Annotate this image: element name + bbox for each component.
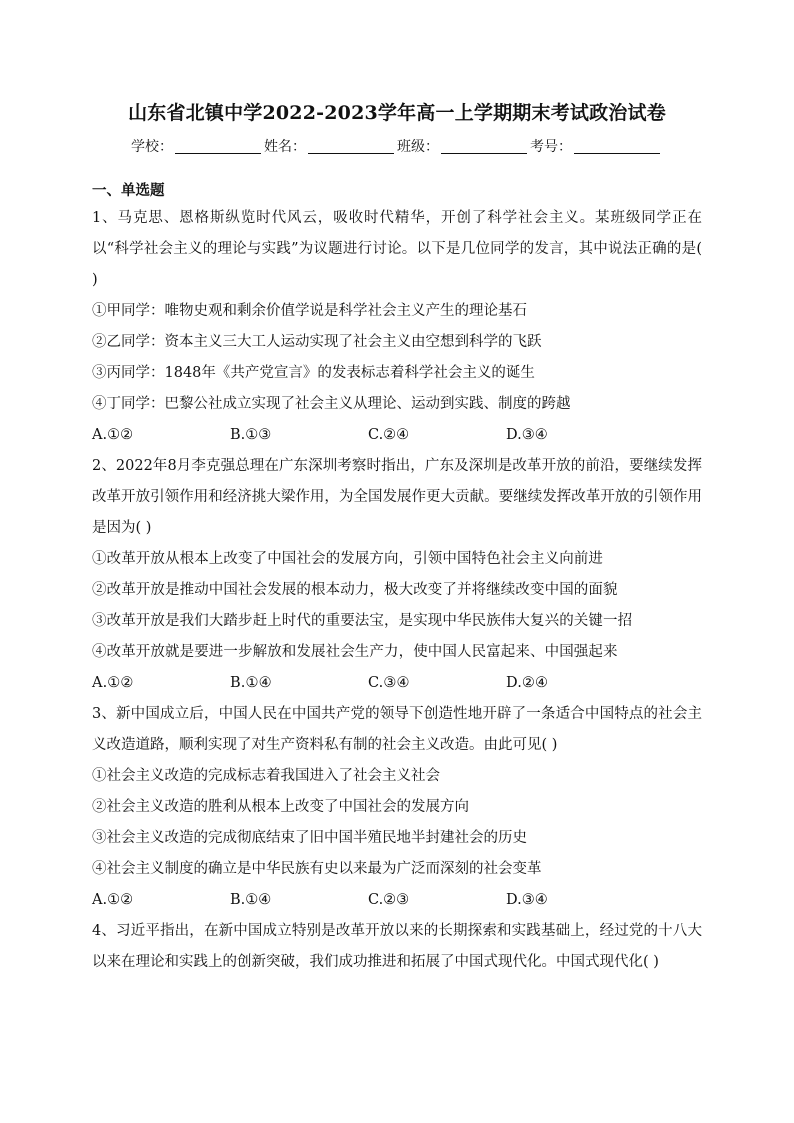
option-d: D.③④ (506, 892, 548, 908)
option-d: D.②④ (506, 675, 549, 691)
option-d: D.③④ (506, 427, 548, 443)
school-label: 学校： (131, 139, 173, 155)
section-heading: 一、单选题 (92, 183, 165, 199)
statement: ①改革开放从根本上改变了中国社会的发展方向，引领中国特色社会主义向前进 (92, 551, 603, 567)
number-blank (574, 139, 660, 154)
question-2 (92, 451, 702, 699)
option-b: B.①③ (230, 427, 272, 443)
statement: ②社会主义改造的胜利从根本上改变了中国社会的发展方向 (92, 799, 469, 815)
answer-options (92, 420, 702, 451)
question-stem: 3、新中国成立后，中国人民在中国共产党的领导下创造性地开辟了一条适合中国特点的社会主义改造道路，顺利实现了对生产资料私有制的社会主义改造。由此可见( ) (92, 706, 702, 753)
option-c: C.②④ (368, 427, 410, 443)
option-c: C.③④ (368, 675, 410, 691)
statement: ①社会主义改造的完成标志着我国进入了社会主义社会 (92, 768, 440, 784)
question-4 (92, 916, 702, 978)
student-info-line (0, 136, 794, 156)
name-label: 姓名： (264, 139, 306, 155)
class-blank (441, 139, 527, 154)
class-label: 班级： (397, 139, 439, 155)
statement: ②乙同学：资本主义三大工人运动实现了社会主义由空想到科学的飞跃 (92, 334, 542, 350)
option-a: A.①② (92, 892, 134, 908)
statement: ④改革开放就是要进一步解放和发展社会生产力，使中国人民富起来、中国强起来 (92, 644, 618, 660)
question-stem: 2、2022年8月李克强总理在广东深圳考察时指出，广东及深圳是改革开放的前沿，要继续发挥改革开放引领作用和经济挑大梁作用，为全国发展作更大贡献。要继续发挥改革开放的引领作用是因为( ) (92, 458, 702, 536)
question-3 (92, 699, 702, 916)
statement: ④丁同学：巴黎公社成立实现了社会主义从理论、运动到实践、制度的跨越 (92, 396, 571, 412)
option-b: B.①④ (230, 675, 272, 691)
statement: ②改革开放是推动中国社会发展的根本动力，极大改变了并将继续改变中国的面貌 (92, 582, 618, 598)
statement: ③社会主义改造的完成彻底结束了旧中国半殖民地半封建社会的历史 (92, 830, 527, 846)
school-blank (175, 139, 261, 154)
option-b: B.①④ (230, 892, 272, 908)
page-title: 山东省北镇中学2022-2023学年高一上学期期末考试政治试卷 (128, 102, 666, 124)
statement: ③改革开放是我们大踏步赶上时代的重要法宝，是实现中华民族伟大复兴的关键一招 (92, 613, 633, 629)
option-a: A.①② (92, 675, 134, 691)
answer-options (92, 668, 702, 699)
question-1 (92, 203, 702, 451)
answer-options (92, 885, 702, 916)
statement: ①甲同学：唯物史观和剩余价值学说是科学社会主义产生的理论基石 (92, 303, 527, 319)
option-c: C.②③ (368, 892, 410, 908)
option-a: A.①② (92, 427, 134, 443)
statement: ④社会主义制度的确立是中华民族有史以来最为广泛而深刻的社会变革 (92, 861, 542, 877)
question-stem: 4、习近平指出，在新中国成立特别是改革开放以来的长期探索和实践基础上，经过党的十八大以来在理论和实践上的创新突破，我们成功推进和拓展了中国式现代化。中国式现代化( ) (92, 923, 702, 970)
question-stem: 1、马克思、恩格斯纵览时代风云，吸收时代精华，开创了科学社会主义。某班级同学正在以“科学社会主义的理论与实践”为议题进行讨论。以下是几位同学的发言，其中说法正确的是( ) (92, 210, 702, 288)
exam-content (92, 179, 702, 978)
number-label: 考号： (530, 139, 572, 155)
name-blank (308, 139, 394, 154)
statement: ③丙同学：1848年《共产党宣言》的发表标志着科学社会主义的诞生 (92, 365, 535, 381)
